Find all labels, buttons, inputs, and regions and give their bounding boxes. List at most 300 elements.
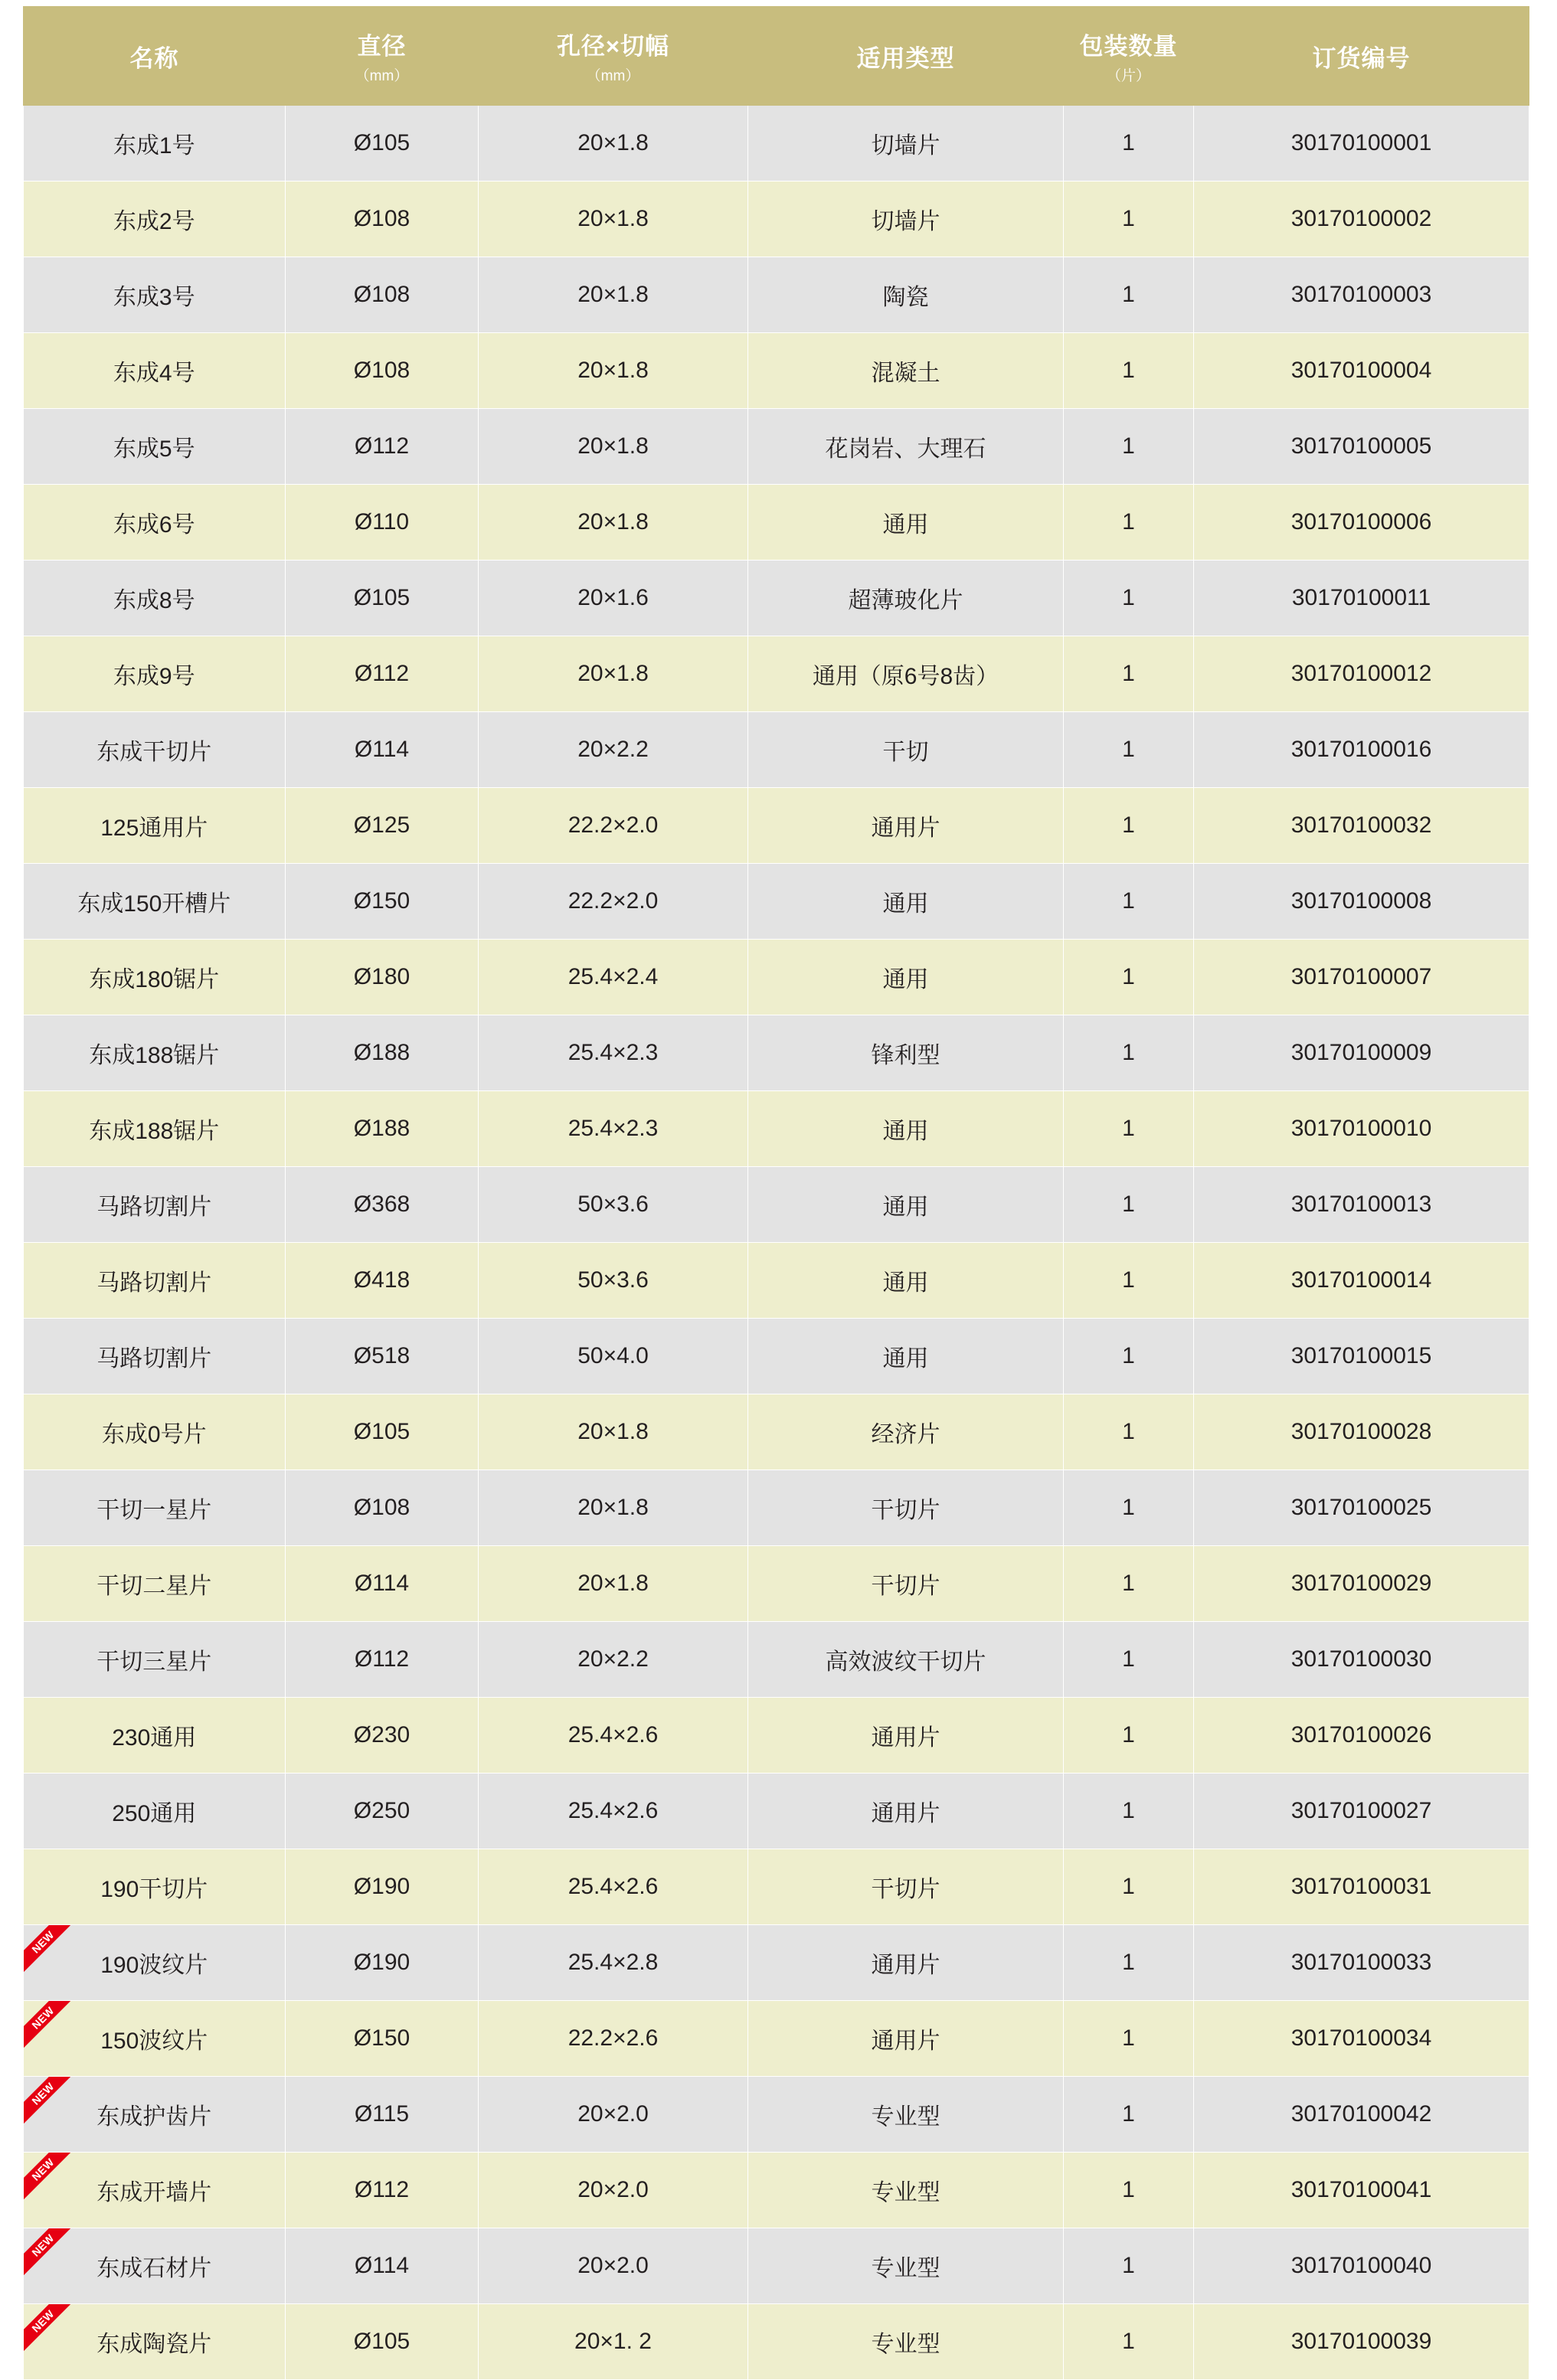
table-row bbox=[24, 1698, 1529, 1774]
cell-product-name bbox=[24, 106, 286, 181]
qty-text: 1 bbox=[1122, 1343, 1135, 1368]
cell-product-name bbox=[24, 1319, 286, 1394]
cell-qty bbox=[1064, 1091, 1194, 1167]
table-row bbox=[24, 333, 1529, 409]
type-text: 专业型 bbox=[871, 2104, 940, 2130]
new-badge-label: NEW bbox=[24, 2304, 78, 2356]
type-text: 通用 bbox=[882, 1270, 929, 1296]
cell-qty bbox=[1064, 712, 1194, 788]
cell-qty bbox=[1064, 1925, 1194, 2001]
type-text: 超薄玻化片 bbox=[848, 588, 963, 613]
column-header-code-label: 订货编号 bbox=[1312, 44, 1411, 72]
cell-qty bbox=[1064, 1015, 1194, 1091]
type-text: 通用片 bbox=[871, 1725, 940, 1751]
table-row bbox=[24, 2153, 1529, 2228]
cell-code bbox=[1194, 333, 1529, 409]
cell-product-name bbox=[24, 257, 286, 333]
qty-text: 1 bbox=[1122, 661, 1135, 686]
bore-text: 20×1.8 bbox=[577, 1571, 649, 1596]
cell-product-name bbox=[24, 2304, 286, 2380]
cell-diameter bbox=[286, 1015, 479, 1091]
diameter-text: Ø114 bbox=[354, 737, 410, 762]
table-header bbox=[24, 7, 1529, 106]
table-row bbox=[24, 2228, 1529, 2304]
bore-text: 20×1.8 bbox=[577, 206, 649, 231]
cell-bore bbox=[479, 2153, 748, 2228]
cell-code bbox=[1194, 1394, 1529, 1470]
cell-bore bbox=[479, 409, 748, 485]
cell-diameter bbox=[286, 2077, 479, 2153]
cell-code bbox=[1194, 1622, 1529, 1698]
cell-diameter bbox=[286, 864, 479, 940]
cell-type bbox=[748, 1243, 1064, 1319]
cell-qty bbox=[1064, 864, 1194, 940]
cell-qty bbox=[1064, 106, 1194, 181]
cell-code bbox=[1194, 1319, 1529, 1394]
type-text: 通用片 bbox=[871, 2029, 940, 2054]
cell-type bbox=[748, 1546, 1064, 1622]
cell-qty bbox=[1064, 940, 1194, 1015]
cell-type bbox=[748, 2077, 1064, 2153]
cell-code bbox=[1194, 1774, 1529, 1849]
cell-bore bbox=[479, 864, 748, 940]
code-text: 30170100003 bbox=[1290, 282, 1432, 307]
cell-product-name bbox=[24, 2077, 286, 2153]
diameter-text: Ø114 bbox=[354, 1571, 410, 1596]
cell-bore bbox=[479, 257, 748, 333]
table-row bbox=[24, 1243, 1529, 1319]
cell-diameter bbox=[286, 2001, 479, 2077]
cell-bore bbox=[479, 788, 748, 864]
diameter-text: Ø188 bbox=[353, 1040, 411, 1065]
column-header-diameter bbox=[286, 7, 479, 106]
cell-qty bbox=[1064, 1319, 1194, 1394]
product-name-text: 东成干切片 bbox=[96, 740, 212, 765]
cell-type bbox=[748, 181, 1064, 257]
bore-text: 20×1.8 bbox=[577, 661, 649, 686]
diameter-text: Ø108 bbox=[353, 206, 411, 231]
table-row bbox=[24, 409, 1529, 485]
bore-text: 25.4×2.3 bbox=[568, 1040, 659, 1065]
cell-diameter bbox=[286, 2304, 479, 2380]
table-row bbox=[24, 1167, 1529, 1243]
cell-qty bbox=[1064, 2077, 1194, 2153]
type-text: 干切 bbox=[882, 740, 929, 765]
diameter-text: Ø250 bbox=[353, 1798, 411, 1823]
cell-product-name bbox=[24, 1394, 286, 1470]
code-text: 30170100032 bbox=[1290, 812, 1432, 838]
cell-qty bbox=[1064, 1470, 1194, 1546]
cell-code bbox=[1194, 181, 1529, 257]
cell-type bbox=[748, 864, 1064, 940]
product-spec-table bbox=[23, 6, 1529, 2380]
cell-diameter bbox=[286, 788, 479, 864]
product-name-text: 干切二星片 bbox=[96, 1574, 212, 1599]
code-text: 30170100027 bbox=[1290, 1798, 1432, 1823]
cell-code bbox=[1194, 864, 1529, 940]
diameter-text: Ø112 bbox=[354, 1646, 410, 1672]
bore-text: 50×4.0 bbox=[577, 1343, 649, 1368]
cell-product-name bbox=[24, 1470, 286, 1546]
table-row bbox=[24, 257, 1529, 333]
product-name-text: 马路切割片 bbox=[96, 1346, 212, 1371]
cell-bore bbox=[479, 1546, 748, 1622]
code-text: 30170100011 bbox=[1291, 585, 1431, 610]
product-name-text: 东成5号 bbox=[113, 436, 195, 462]
cell-bore bbox=[479, 181, 748, 257]
product-name-text: 东成180锯片 bbox=[89, 967, 220, 992]
diameter-text: Ø190 bbox=[353, 1874, 411, 1899]
qty-text: 1 bbox=[1122, 1116, 1135, 1141]
qty-text: 1 bbox=[1122, 1874, 1135, 1899]
cell-qty bbox=[1064, 1774, 1194, 1849]
qty-text: 1 bbox=[1122, 1646, 1135, 1672]
cell-diameter bbox=[286, 1698, 479, 1774]
table-row bbox=[24, 106, 1529, 181]
product-name-text: 东成石材片 bbox=[96, 2256, 212, 2281]
diameter-text: Ø115 bbox=[354, 2101, 410, 2127]
cell-type bbox=[748, 712, 1064, 788]
cell-qty bbox=[1064, 257, 1194, 333]
new-badge-label: NEW bbox=[24, 2228, 78, 2280]
cell-diameter bbox=[286, 181, 479, 257]
cell-bore bbox=[479, 1319, 748, 1394]
cell-product-name bbox=[24, 561, 286, 636]
cell-qty bbox=[1064, 1698, 1194, 1774]
cell-type bbox=[748, 1167, 1064, 1243]
cell-product-name bbox=[24, 1091, 286, 1167]
code-text: 30170100031 bbox=[1290, 1874, 1432, 1899]
code-text: 30170100008 bbox=[1290, 888, 1432, 914]
cell-product-name bbox=[24, 1546, 286, 1622]
cell-product-name bbox=[24, 1774, 286, 1849]
bore-text: 20×1.8 bbox=[577, 130, 649, 155]
code-text: 30170100034 bbox=[1290, 2025, 1432, 2051]
table-row bbox=[24, 1774, 1529, 1849]
cell-code bbox=[1194, 1925, 1529, 2001]
cell-code bbox=[1194, 1167, 1529, 1243]
diameter-text: Ø105 bbox=[353, 130, 411, 155]
type-text: 通用 bbox=[882, 891, 929, 917]
cell-code bbox=[1194, 1015, 1529, 1091]
code-text: 30170100040 bbox=[1290, 2253, 1432, 2278]
cell-type bbox=[748, 1622, 1064, 1698]
bore-text: 22.2×2.0 bbox=[568, 812, 659, 838]
qty-text: 1 bbox=[1122, 2253, 1135, 2278]
diameter-text: Ø112 bbox=[354, 433, 410, 459]
cell-type bbox=[748, 1698, 1064, 1774]
column-header-bore-label: 孔径×切幅 bbox=[556, 33, 670, 60]
qty-text: 1 bbox=[1122, 358, 1135, 383]
type-text: 干切片 bbox=[871, 1498, 940, 1523]
cell-qty bbox=[1064, 485, 1194, 561]
bore-text: 20×1.8 bbox=[577, 1419, 649, 1444]
type-text: 通用（原6号8齿） bbox=[812, 664, 999, 689]
code-text: 30170100042 bbox=[1290, 2101, 1432, 2127]
cell-type bbox=[748, 788, 1064, 864]
type-text: 通用 bbox=[882, 1119, 929, 1144]
code-text: 30170100015 bbox=[1290, 1343, 1432, 1368]
product-name-text: 东成9号 bbox=[113, 664, 195, 689]
new-badge-icon bbox=[24, 2153, 79, 2208]
product-name-text: 东成3号 bbox=[113, 285, 195, 310]
bore-text: 20×2.0 bbox=[577, 2177, 649, 2202]
type-text: 专业型 bbox=[871, 2332, 940, 2357]
cell-diameter bbox=[286, 257, 479, 333]
diameter-text: Ø188 bbox=[353, 1116, 411, 1141]
cell-qty bbox=[1064, 1849, 1194, 1925]
bore-text: 20×2.2 bbox=[577, 737, 649, 762]
table-row bbox=[24, 485, 1529, 561]
code-text: 30170100004 bbox=[1290, 358, 1432, 383]
qty-text: 1 bbox=[1122, 585, 1135, 610]
bore-text: 20×1.8 bbox=[577, 509, 649, 535]
cell-bore bbox=[479, 561, 748, 636]
cell-product-name bbox=[24, 712, 286, 788]
type-text: 经济片 bbox=[871, 1422, 940, 1447]
table-row bbox=[24, 1546, 1529, 1622]
cell-diameter bbox=[286, 1925, 479, 2001]
qty-text: 1 bbox=[1122, 282, 1135, 307]
cell-qty bbox=[1064, 1167, 1194, 1243]
new-badge-label: NEW bbox=[24, 2153, 78, 2205]
type-text: 通用 bbox=[882, 512, 929, 538]
bore-text: 25.4×2.6 bbox=[568, 1874, 659, 1899]
cell-bore bbox=[479, 1167, 748, 1243]
cell-diameter bbox=[286, 1167, 479, 1243]
cell-diameter bbox=[286, 2153, 479, 2228]
column-header-diameter-label: 直径 bbox=[357, 33, 407, 60]
column-header-name bbox=[24, 7, 286, 106]
cell-code bbox=[1194, 2153, 1529, 2228]
cell-bore bbox=[479, 106, 748, 181]
new-badge-icon bbox=[24, 2077, 79, 2132]
qty-text: 1 bbox=[1122, 509, 1135, 535]
type-text: 通用 bbox=[882, 967, 929, 992]
product-name-text: 东成4号 bbox=[113, 361, 195, 386]
bore-text: 20×1.8 bbox=[577, 433, 649, 459]
cell-code bbox=[1194, 106, 1529, 181]
cell-product-name bbox=[24, 333, 286, 409]
product-name-text: 东成6号 bbox=[113, 512, 195, 538]
cell-qty bbox=[1064, 636, 1194, 712]
cell-type bbox=[748, 940, 1064, 1015]
cell-type bbox=[748, 1925, 1064, 2001]
column-header-type bbox=[748, 7, 1064, 106]
cell-diameter bbox=[286, 2228, 479, 2304]
table-row bbox=[24, 1470, 1529, 1546]
qty-text: 1 bbox=[1122, 737, 1135, 762]
diameter-text: Ø105 bbox=[353, 585, 411, 610]
cell-product-name bbox=[24, 409, 286, 485]
cell-bore bbox=[479, 2077, 748, 2153]
table-row bbox=[24, 712, 1529, 788]
product-name-text: 190波纹片 bbox=[100, 1953, 208, 1978]
table-row bbox=[24, 864, 1529, 940]
type-text: 通用 bbox=[882, 1195, 929, 1220]
type-text: 通用片 bbox=[871, 1953, 940, 1978]
product-name-text: 干切一星片 bbox=[96, 1498, 212, 1523]
column-header-code bbox=[1194, 7, 1529, 106]
cell-product-name bbox=[24, 2001, 286, 2077]
cell-code bbox=[1194, 409, 1529, 485]
cell-bore bbox=[479, 940, 748, 1015]
qty-text: 1 bbox=[1122, 2177, 1135, 2202]
qty-text: 1 bbox=[1122, 1267, 1135, 1293]
code-text: 30170100025 bbox=[1290, 1495, 1432, 1520]
product-name-text: 东成188锯片 bbox=[89, 1119, 220, 1144]
cell-type bbox=[748, 409, 1064, 485]
cell-code bbox=[1194, 2304, 1529, 2380]
cell-qty bbox=[1064, 2153, 1194, 2228]
qty-text: 1 bbox=[1122, 206, 1135, 231]
diameter-text: Ø105 bbox=[353, 2329, 411, 2354]
type-text: 干切片 bbox=[871, 1877, 940, 1902]
cell-product-name bbox=[24, 788, 286, 864]
new-badge-icon bbox=[24, 2228, 79, 2284]
product-name-text: 东成0号片 bbox=[101, 1422, 207, 1447]
new-badge-label: NEW bbox=[24, 2001, 78, 2053]
cell-bore bbox=[479, 2304, 748, 2380]
product-name-text: 东成8号 bbox=[113, 588, 195, 613]
code-text: 30170100006 bbox=[1290, 509, 1432, 535]
diameter-text: Ø125 bbox=[353, 812, 411, 838]
type-text: 通用 bbox=[882, 1346, 929, 1371]
cell-bore bbox=[479, 2001, 748, 2077]
product-name-text: 马路切割片 bbox=[96, 1270, 212, 1296]
cell-diameter bbox=[286, 712, 479, 788]
table-row bbox=[24, 181, 1529, 257]
type-text: 专业型 bbox=[871, 2256, 940, 2281]
table-row bbox=[24, 2001, 1529, 2077]
cell-diameter bbox=[286, 333, 479, 409]
column-header-type-label: 适用类型 bbox=[856, 44, 955, 72]
product-name-text: 东成开墙片 bbox=[96, 2180, 212, 2205]
table-row bbox=[24, 1394, 1529, 1470]
column-header-qty bbox=[1064, 7, 1194, 106]
cell-diameter bbox=[286, 409, 479, 485]
cell-type bbox=[748, 1849, 1064, 1925]
diameter-text: Ø108 bbox=[353, 282, 411, 307]
table-row bbox=[24, 1925, 1529, 2001]
cell-bore bbox=[479, 1774, 748, 1849]
table-row bbox=[24, 1015, 1529, 1091]
cell-type bbox=[748, 257, 1064, 333]
qty-text: 1 bbox=[1122, 1495, 1135, 1520]
cell-type bbox=[748, 1319, 1064, 1394]
diameter-text: Ø180 bbox=[353, 964, 411, 989]
qty-text: 1 bbox=[1122, 2101, 1135, 2127]
diameter-text: Ø418 bbox=[353, 1267, 411, 1293]
diameter-text: Ø108 bbox=[353, 1495, 411, 1520]
diameter-text: Ø368 bbox=[353, 1192, 411, 1217]
cell-type bbox=[748, 636, 1064, 712]
type-text: 混凝土 bbox=[871, 361, 940, 386]
diameter-text: Ø108 bbox=[353, 358, 411, 383]
new-badge-icon bbox=[24, 2001, 79, 2056]
cell-diameter bbox=[286, 1774, 479, 1849]
cell-code bbox=[1194, 2228, 1529, 2304]
bore-text: 20×1.6 bbox=[577, 585, 649, 610]
type-text: 锋利型 bbox=[871, 1043, 940, 1068]
cell-bore bbox=[479, 1470, 748, 1546]
cell-code bbox=[1194, 712, 1529, 788]
type-text: 花岗岩、大理石 bbox=[825, 436, 986, 462]
qty-text: 1 bbox=[1122, 1950, 1135, 1975]
product-name-text: 东成1号 bbox=[113, 133, 195, 159]
cell-qty bbox=[1064, 181, 1194, 257]
cell-bore bbox=[479, 1091, 748, 1167]
diameter-text: Ø230 bbox=[353, 1722, 411, 1747]
qty-text: 1 bbox=[1122, 2329, 1135, 2354]
column-header-bore-unit: （mm） bbox=[586, 68, 640, 84]
table-row bbox=[24, 1622, 1529, 1698]
cell-bore bbox=[479, 636, 748, 712]
qty-text: 1 bbox=[1122, 1192, 1135, 1217]
cell-diameter bbox=[286, 1091, 479, 1167]
bore-text: 25.4×2.8 bbox=[568, 1950, 659, 1975]
code-text: 30170100039 bbox=[1290, 2329, 1432, 2354]
product-name-text: 190干切片 bbox=[100, 1877, 208, 1902]
product-name-text: 250通用 bbox=[112, 1801, 197, 1826]
bore-text: 25.4×2.6 bbox=[568, 1798, 659, 1823]
code-text: 30170100001 bbox=[1290, 130, 1432, 155]
type-text: 干切片 bbox=[871, 1574, 940, 1599]
cell-type bbox=[748, 333, 1064, 409]
cell-product-name bbox=[24, 1622, 286, 1698]
code-text: 30170100007 bbox=[1290, 964, 1432, 989]
cell-diameter bbox=[286, 561, 479, 636]
cell-diameter bbox=[286, 1546, 479, 1622]
cell-type bbox=[748, 485, 1064, 561]
code-text: 30170100041 bbox=[1290, 2177, 1432, 2202]
cell-qty bbox=[1064, 561, 1194, 636]
diameter-text: Ø190 bbox=[353, 1950, 411, 1975]
diameter-text: Ø105 bbox=[353, 1419, 411, 1444]
product-name-text: 干切三星片 bbox=[96, 1649, 212, 1675]
bore-text: 20×1.8 bbox=[577, 358, 649, 383]
cell-code bbox=[1194, 1091, 1529, 1167]
new-badge-icon bbox=[24, 2304, 79, 2359]
code-text: 30170100013 bbox=[1290, 1192, 1432, 1217]
cell-code bbox=[1194, 1243, 1529, 1319]
bore-text: 25.4×2.3 bbox=[568, 1116, 659, 1141]
spec-sheet bbox=[0, 6, 1557, 2380]
qty-text: 1 bbox=[1122, 1419, 1135, 1444]
type-text: 切墙片 bbox=[871, 133, 940, 159]
cell-code bbox=[1194, 1849, 1529, 1925]
cell-code bbox=[1194, 1470, 1529, 1546]
cell-qty bbox=[1064, 333, 1194, 409]
bore-text: 25.4×2.4 bbox=[568, 964, 659, 989]
product-name-text: 马路切割片 bbox=[96, 1195, 212, 1220]
column-header-diameter-unit: （mm） bbox=[355, 68, 409, 84]
cell-diameter bbox=[286, 940, 479, 1015]
diameter-text: Ø150 bbox=[353, 888, 411, 914]
new-badge-label: NEW bbox=[24, 2077, 78, 2129]
product-name-text: 东成2号 bbox=[113, 209, 195, 234]
qty-text: 1 bbox=[1122, 1571, 1135, 1596]
table-row bbox=[24, 940, 1529, 1015]
table-row bbox=[24, 2304, 1529, 2380]
bore-text: 20×1.8 bbox=[577, 282, 649, 307]
cell-diameter bbox=[286, 1394, 479, 1470]
cell-bore bbox=[479, 1394, 748, 1470]
diameter-text: Ø150 bbox=[353, 2025, 411, 2051]
qty-text: 1 bbox=[1122, 812, 1135, 838]
type-text: 通用片 bbox=[871, 816, 940, 841]
cell-diameter bbox=[286, 1849, 479, 1925]
